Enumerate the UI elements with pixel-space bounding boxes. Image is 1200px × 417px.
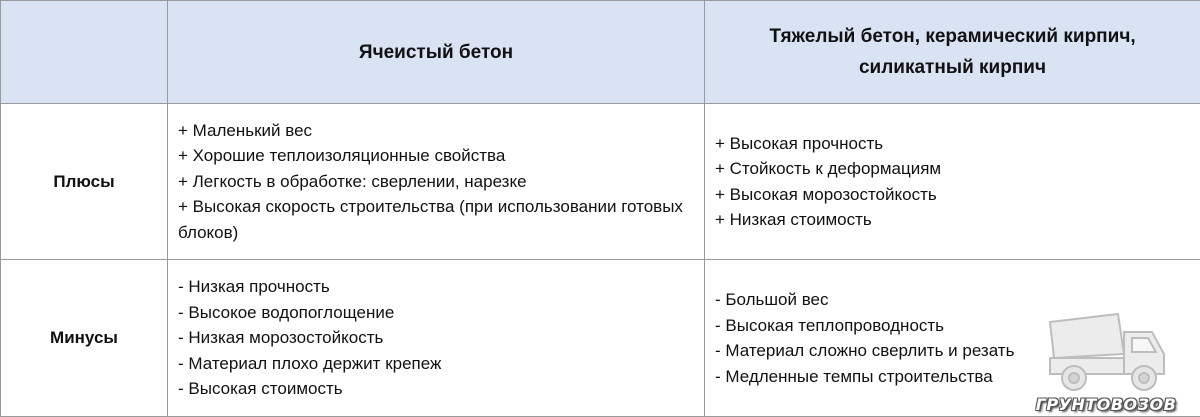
cons-aerated-cell [168,260,705,417]
table-row-cons [1,260,1200,417]
list-item: - Низкая морозостойкость [178,325,694,351]
list-item: - Материал сложно сверлить и резать [715,338,1190,364]
header-empty-cell [1,1,168,104]
list-item: + Высокая морозостойкость [715,182,1190,208]
row-label-cons: Минусы [1,260,168,417]
list-item: + Низкая стоимость [715,207,1190,233]
list-item: + Хорошие теплоизоляционные свойства [178,143,694,169]
list-item: - Материал плохо держит крепеж [178,351,694,377]
watermark-text: ГРУНТОВОЗОВ [1026,395,1186,414]
list-item: - Низкая прочность [178,274,694,300]
list-item: + Высокая прочность [715,131,1190,157]
list-item: + Высокая скорость строительства (при использовании готовых блоков) [178,194,694,245]
header-aerated-concrete: Ячеистый бетон [168,1,705,104]
table-row-pros [1,104,1200,260]
row-label-pros: Плюсы [1,104,168,260]
list-item: - Медленные темпы строительства [715,364,1190,390]
list-item: - Высокая стоимость [178,376,694,402]
list-item: - Высокое водопоглощение [178,300,694,326]
pros-heavy-cell [705,104,1200,260]
list-item: - Большой вес [715,287,1190,313]
list-item: + Легкость в обработке: сверлении, нарезке [178,169,694,195]
watermark-logo [1036,302,1186,414]
header-heavy-materials [705,1,1200,104]
dump-truck-icon [1040,302,1180,402]
list-item: + Маленький вес [178,118,694,144]
header-heavy-line-1: Тяжелый бетон, керамический кирпич, [706,21,1199,52]
list-item: + Стойкость к деформациям [715,156,1190,182]
list-item: - Высокая теплопроводность [715,313,1190,339]
header-heavy-line-2: силикатный кирпич [706,52,1199,83]
pros-aerated-cell [168,104,705,260]
header-row [1,1,1200,104]
